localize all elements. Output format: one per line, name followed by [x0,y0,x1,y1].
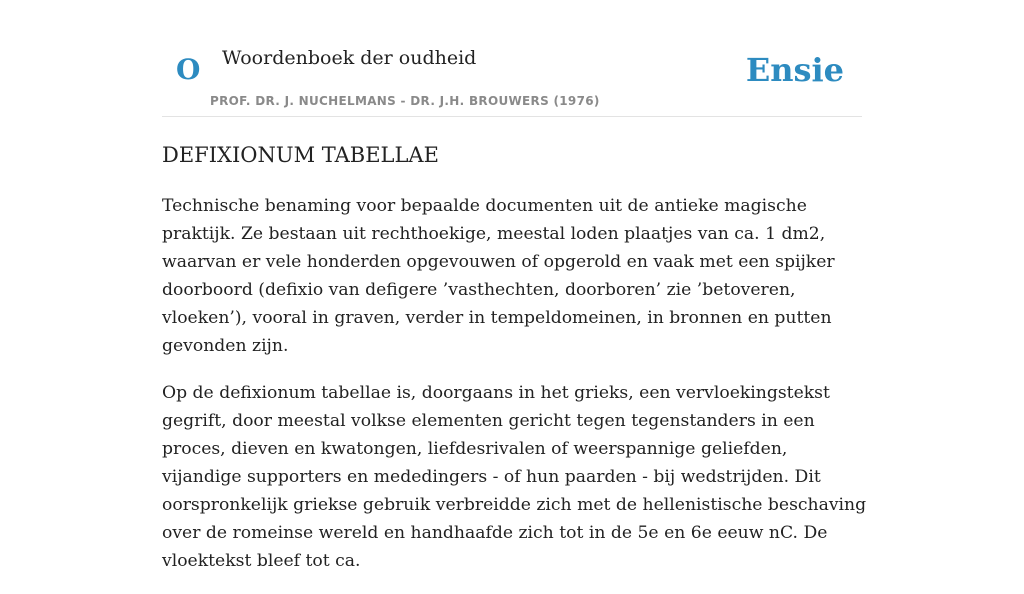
entry-paragraph: Op de defixionum tabellae is, doorgaans in het grieks, een vervloekingstekst gegrift, door meestal volkse elementen gericht tegen tegenstanders in een proces, dieven en kwatongen, liefdesrivalen of weerspannige geliefden, vijandige supporters en mededingers - of hun paarden - bij wedstrijden. Dit oorspronkelijk griekse gebruik verbreidde zich met de hellenistische beschaving over de romeinse wereld en handhaafde zich tot in de 5e en 6e eeuw nC. De vloektekst bleef tot ca. [162,383,867,571]
book-authors: PROF. DR. J. NUCHELMANS - DR. J.H. BROUWERS (1976) [210,94,600,108]
ensie-logo[interactable]: Ensie [745,51,844,89]
entry-body [162,192,867,594]
book-title[interactable]: Woordenboek der oudheid [222,47,477,69]
entry-title: DEFIXIONUM TABELLAE [162,143,439,167]
index-letter[interactable]: O [176,53,201,86]
entry-paragraph: Technische benaming voor bepaalde documenten uit de antieke magische praktijk. Ze bestaan uit rechthoekige, meestal loden plaatjes van ca. 1 dm2, waarvan er vele honderden opgevouwen of opgerold en vaak met een spijker doorboord (defixio van defigere ’vasthechten, doorboren’ zie ’betoveren, vloeken’), vooral in graven, verder in tempeldomeinen, in bronnen en putten gevonden zijn. [162,196,835,356]
site-header [162,0,862,117]
